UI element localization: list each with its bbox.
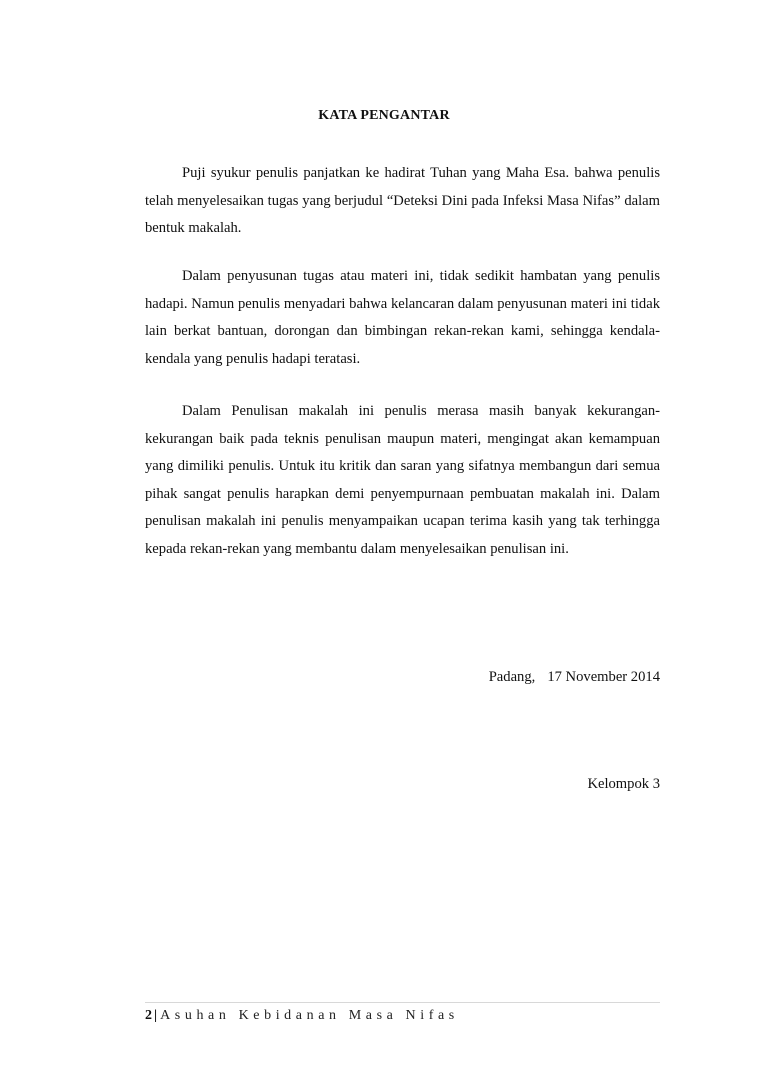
page-footer (145, 1008, 459, 1024)
date-text: 17 November 2014 (547, 669, 660, 685)
page-number: 2 (145, 1008, 152, 1023)
signature-group: Kelompok 3 (587, 776, 660, 792)
running-title: Asuhan Kebidanan Masa Nifas (160, 1008, 459, 1023)
place-date (489, 669, 660, 686)
footer-divider (145, 1002, 660, 1003)
paragraph-1: Puji syukur penulis panjatkan ke hadirat Tuhan yang Maha Esa. bahwa penulis telah menyelesaikan tugas yang berjudul “Deteksi Dini pada Infeksi Masa Nifas” dalam bentuk makalah. (145, 165, 660, 236)
page-title: KATA PENGANTAR (318, 108, 450, 123)
paragraph-2: Dalam penyusunan tugas atau materi ini, tidak sedikit hambatan yang penulis hadapi. Namun penulis menyadari bahwa kelancaran dalam penyusunan materi ini tidak lain berkat bantuan, dorongan dan bimbingan rekan-rekan kami, sehingga kendala-kendala yang penulis hadapi teratasi. (145, 268, 660, 367)
paragraph-3: Dalam Penulisan makalah ini penulis merasa masih banyak kekurangan-kekurangan baik pada teknis penulisan maupun materi, mengingat akan kemampuan yang dimiliki penulis. Untuk itu kritik dan saran yang sifatnya membangun dari semua pihak sangat penulis harapkan demi penyempurnaan pembuatan makalah ini. Dalam penulisan makalah ini penulis menyampaikan ucapan terima kasih yang tak terhingga kepada rekan-rekan yang membantu dalam menyelesaikan penulisan ini. (145, 403, 660, 557)
footer-separator: | (154, 1008, 158, 1023)
place-text: Padang, (488, 669, 536, 685)
